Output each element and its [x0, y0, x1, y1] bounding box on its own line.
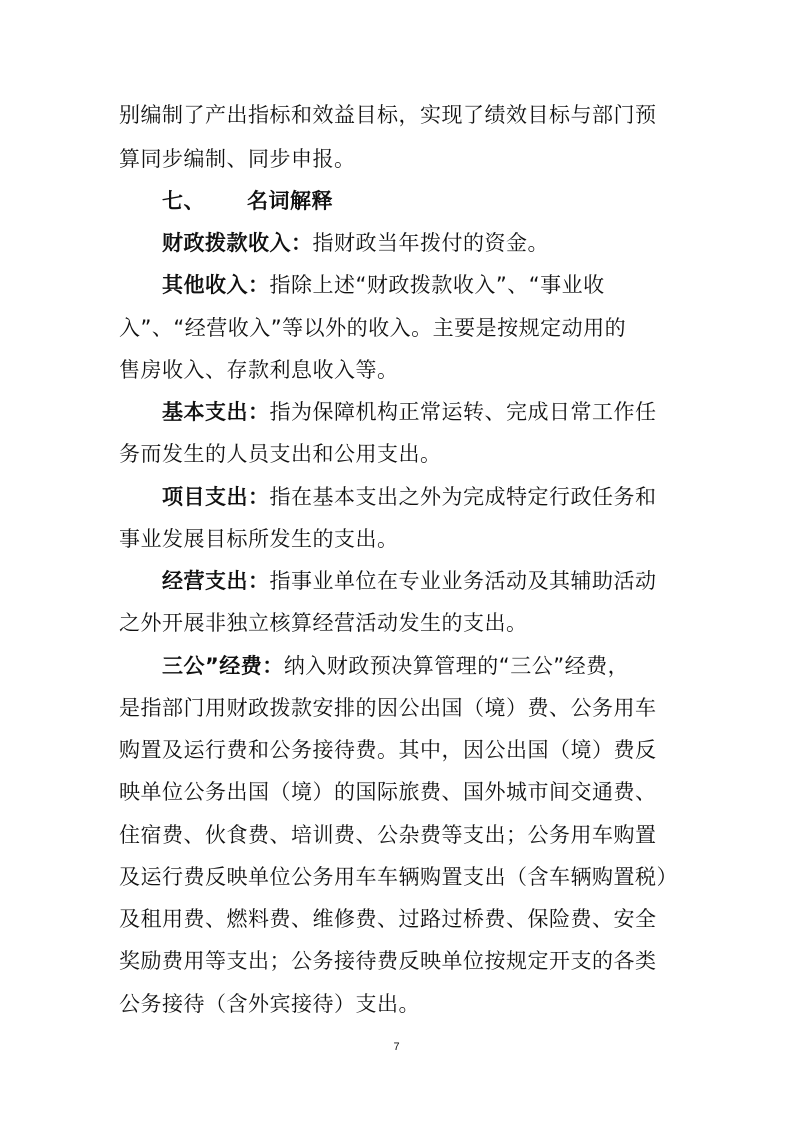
definition-item: [162, 229, 549, 257]
definition-term: 项目支出：: [162, 485, 270, 509]
definition-text-line: 入”、“经营收入”等以外的收入。主要是按规定动用的: [119, 316, 627, 340]
definition-text: 指事业单位在专业业务活动及其辅助活动: [269, 569, 657, 593]
definition-term: 基本支出：: [162, 400, 270, 424]
section-number: 七、: [162, 189, 205, 213]
definition-text: 指在基本支出之外为完成特定行政任务和: [269, 485, 657, 509]
definition-item: [162, 652, 629, 680]
definition-term: 经营支出：: [162, 569, 270, 593]
definition-text-line: 购置及运行费和公务接待费。其中，因公出国（境）费反: [119, 738, 657, 762]
definition-text-line: 务而发生的人员支出和公用支出。: [119, 442, 442, 466]
definition-text-line: 公务接待（含外宾接待）支出。: [119, 992, 420, 1016]
definition-term: 其他收入：: [162, 273, 270, 297]
definition-text: 指为保障机构正常运转、完成日常工作任: [269, 400, 657, 424]
page-number: 7: [393, 1041, 400, 1053]
definition-item: [162, 398, 657, 426]
section-heading: [162, 187, 333, 215]
definition-text-line: 是指部门用财政拨款安排的因公出国（境）费、公务用车: [119, 696, 657, 720]
definition-text-line: 奖励费用等支出；公务接待费反映单位按规定开支的各类: [119, 949, 657, 973]
definition-text-line: 事业发展目标所发生的支出。: [119, 527, 399, 551]
paragraph-line: 别编制了产出指标和效益目标，实现了绩效目标与部门预: [119, 103, 657, 127]
paragraph-line: 算同步编制、同步申报。: [119, 147, 356, 171]
definition-item: [162, 567, 657, 595]
section-title: 名词解释: [247, 189, 333, 213]
definition-term: 财政拨款收入：: [162, 231, 313, 255]
definition-item: [162, 483, 657, 511]
definition-text-line: 及租用费、燃料费、维修费、过路过桥费、保险费、安全: [119, 907, 657, 931]
definition-item: [162, 271, 605, 299]
definition-text: 纳入财政预决算管理的“三公”经费，: [283, 654, 630, 678]
definition-text-line: 映单位公务出国（境）的国际旅费、国外城市间交通费、: [119, 780, 657, 804]
definition-text: 指除上述“财政拨款收入”、“事业收: [269, 273, 605, 297]
definition-text-line: 及运行费反映单位公务用车车辆购置支出（含车辆购置税）: [119, 865, 678, 889]
definition-text-line: 住宿费、伙食费、培训费、公杂费等支出；公务用车购置: [119, 823, 657, 847]
definition-term: 三公”经费：: [162, 654, 284, 678]
definition-text-line: 售房收入、存款利息收入等。: [119, 358, 399, 382]
definition-text-line: 之外开展非独立核算经营活动发生的支出。: [119, 611, 528, 635]
definition-text: 指财政当年拨付的资金。: [312, 231, 549, 255]
